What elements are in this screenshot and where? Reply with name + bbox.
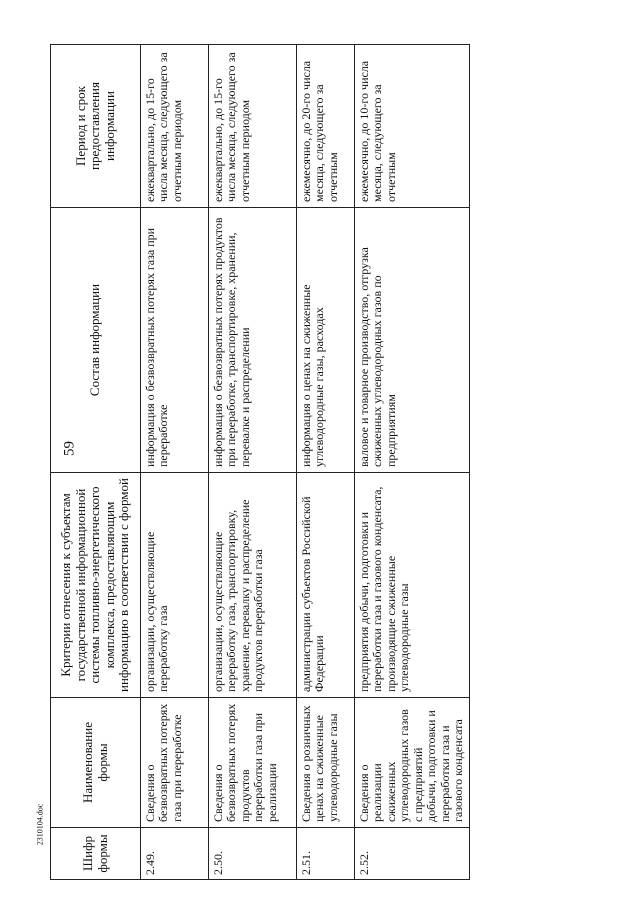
cell-code: 2.50.	[209, 828, 297, 880]
cell-criteria: предприятия добычи, подготовки и переработки газа и газового конденсата, производящие сжиженные углеводородные газы	[355, 473, 470, 698]
table-row	[141, 45, 209, 880]
cell-name: Сведения о реализации сжиженных углеводородных газов с предприятий добычи, подготовки и переработки газа и газового конденсата	[355, 698, 470, 828]
header-code: Шифр формы	[51, 828, 141, 880]
cell-composition: информация о безвозвратных потерях газа при переработке	[141, 208, 209, 473]
header-criteria: Критерии отнесения к субъектам государственной информационной системы топливно-энергетического комплекса, предоставляющим информацию в соответствии с формой	[51, 473, 141, 698]
table-row	[209, 45, 297, 880]
cell-composition: информация о безвозвратных потерях продуктов при переработке, транспортировке, хранении, перевалке и распределении	[209, 208, 297, 473]
cell-criteria: организации, осуществляющие переработку газа, транспортировку, хранение, перевалку и распределение продуктов переработки газа	[209, 473, 297, 698]
cell-period: ежеквартально, до 15-го числа месяца, следующего за отчетным периодом	[141, 45, 209, 208]
cell-period: ежемесячно, до 10-го числа месяца, следующего за отчетным	[355, 45, 470, 208]
cell-code: 2.49.	[141, 828, 209, 880]
cell-name: Сведения о розничных ценах на сжиженные углеводородные газы	[297, 698, 355, 828]
cell-composition: информация о ценах на сжиженные углеводородные газы, расходах	[297, 208, 355, 473]
header-period: Период и срок предоставления информации	[51, 45, 141, 208]
header-composition: Состав информации	[51, 208, 141, 473]
cell-name: Сведения о безвозвратных потерях газа при переработке	[141, 698, 209, 828]
cell-code: 2.51.	[297, 828, 355, 880]
rotated-table-container	[50, 45, 466, 880]
cell-code: 2.52.	[355, 828, 470, 880]
document-id: 2310104.doc	[35, 803, 45, 846]
cell-criteria: организации, осуществляющие переработку газа	[141, 473, 209, 698]
table-row	[355, 45, 470, 880]
cell-criteria: администрации субъектов Российской Федерации	[297, 473, 355, 698]
table-header-row	[51, 45, 141, 880]
cell-composition: валовое и товарное производство, отгрузка сжиженных углеводородных газов по предприятиям	[355, 208, 470, 473]
forms-table	[50, 44, 470, 880]
table-row	[297, 45, 355, 880]
cell-period: ежемесячно, до 20-го числа месяца, следующего за отчетным	[297, 45, 355, 208]
page-number: 59	[61, 441, 78, 456]
header-name: Наименование формы	[51, 698, 141, 828]
cell-name: Сведения о безвозвратных потерях продуктов переработки газа при реализации	[209, 698, 297, 828]
cell-period: ежеквартально, до 15-го числа месяца, следующего за отчетным периодом	[209, 45, 297, 208]
